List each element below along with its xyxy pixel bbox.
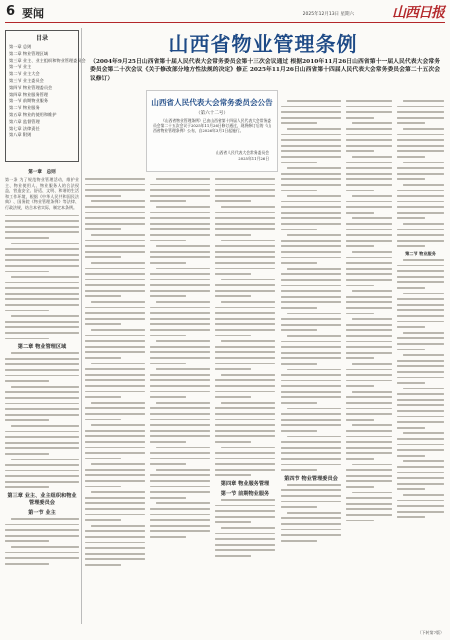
column-4 (215, 178, 275, 622)
body-text (5, 352, 79, 488)
article-headline: 山西省物业管理条例 (168, 32, 358, 56)
article-1: 第一条 为了规范物业管理活动，维护业主、物业使用人、物业服务人的合法权益，营造安全、舒适、文明、和谐的生活和工作环境，根据《中华人民共和国民法典》、国务院《物业管理条例》等法律、行政法规，结合本省实际，制定本条例。 (5, 177, 79, 210)
column-6 (346, 100, 392, 622)
announcement-title: 山西省人民代表大会常务委员会公告 (151, 98, 273, 107)
toc-item: 第一节 前期物业服务 (9, 98, 49, 104)
newspaper-logo: 山西日报 (392, 5, 444, 21)
toc-item: 第四节 物业管理委员会 (9, 84, 53, 90)
chapter-heading: 第二章 物业管理区域 (17, 344, 67, 351)
column-1 (5, 166, 79, 622)
chapter-heading: 第一章 总则 (28, 170, 56, 175)
body-text (397, 259, 444, 518)
chapter-heading: 第四章 物业服务管理 (220, 481, 270, 488)
section-heading: 第二节 物业服务 (405, 251, 436, 257)
toc-item: 第四章 物业服务管理 (9, 91, 49, 97)
toc-item: 第一节 业主 (9, 64, 32, 70)
toc-item: 第一章 总则 (9, 44, 32, 49)
announcement-date: 2025年11月26日 (238, 156, 269, 161)
body-text (150, 178, 210, 538)
section-name: 要闻 (22, 7, 44, 20)
body-text (215, 499, 275, 557)
body-text (215, 178, 275, 476)
toc-item: 第八章 附则 (9, 132, 32, 138)
toc-item: 第二章 物业管理区域 (9, 50, 49, 56)
issue-date: 2025年12月13日 星期六 (302, 12, 354, 17)
body-text (5, 215, 79, 340)
page-number: 6 (6, 4, 16, 19)
toc-item: 第三节 业主委员会 (9, 77, 44, 83)
body-text (281, 484, 341, 542)
toc-item: 第三章 业主、业主组织和物业管理委员会 (9, 57, 86, 63)
body-text (346, 100, 392, 521)
body-text (397, 100, 444, 247)
column-7 (397, 100, 444, 610)
section-heading: 第一节 业主 (28, 510, 56, 517)
body-text (5, 518, 79, 565)
toc-item: 第六章 监督管理 (9, 118, 40, 124)
announcement-issuer: 山西省人民代表大会常务委员会 (215, 150, 269, 155)
announcement-box (146, 90, 278, 172)
column-5 (281, 100, 341, 622)
table-of-contents (5, 30, 86, 162)
toc-title: 目录 (35, 35, 48, 42)
toc-item: 第二节 物业服务 (9, 105, 40, 111)
body-text (281, 100, 341, 471)
toc-item: 第五章 物业的使用和维护 (9, 111, 57, 117)
announcement-body: 《山西省物业管理条例》已由山西省第十四届人民代表大会常务委员会第二十五次会议于2025年11月26日修订通过，现将修订后的《山西省物业管理条例》公布，自2026年3月1日起施行。 (153, 118, 272, 134)
adoption-note: （2004年9月25日山西省第十届人民代表大会常务委员会第十三次会议通过 根据2010年11月26日山西省第十一届人民代表大会常务委员会第二十次会议《关于修改部分地方性法规的决定》修正 2025年11月26日山西省第十四届人民代表大会常务委员会第二十五次会议修订） (90, 59, 440, 82)
chapter-heading: 第三章 业主、业主组织和物业管理委员会 (7, 493, 77, 507)
toc-item: 第二节 业主大会 (9, 71, 40, 77)
header-rule (5, 22, 445, 23)
body-text (85, 178, 145, 566)
section-heading: 第四节 物业管理委员会 (284, 475, 338, 482)
column-3 (150, 178, 210, 622)
continued-note: （下转第7版） (417, 630, 444, 635)
column-2 (85, 178, 145, 622)
toc-item: 第七章 法律责任 (9, 125, 40, 131)
toc-list (9, 44, 86, 139)
announcement-number: （第六十二号） (195, 111, 229, 116)
section-heading: 第一节 前期物业服务 (220, 491, 270, 498)
column-divider (81, 28, 82, 624)
